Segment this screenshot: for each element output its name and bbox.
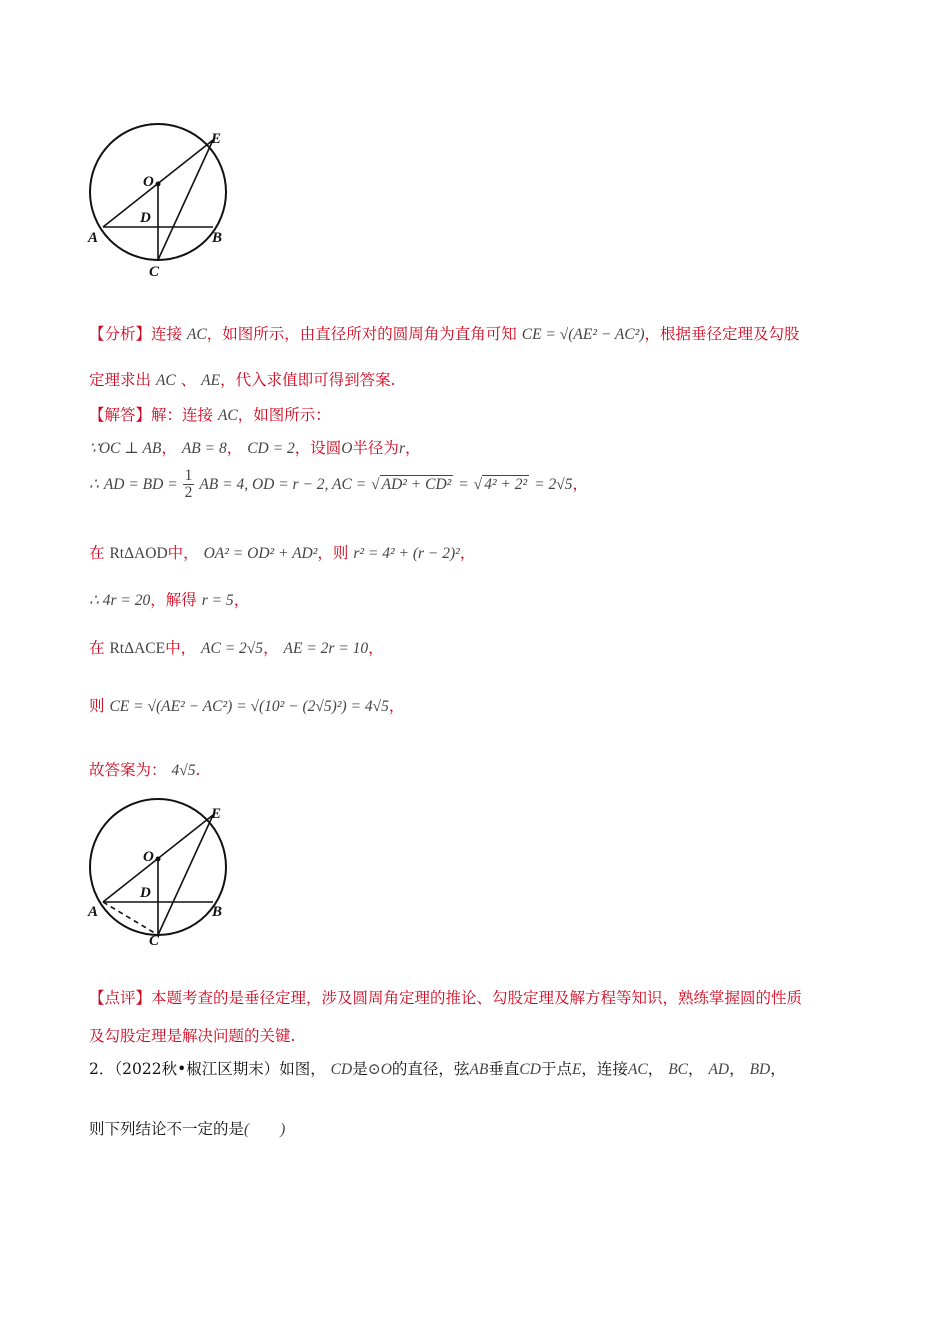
label-d: D (140, 885, 151, 901)
answer-parentheses: ( ) (244, 1121, 286, 1138)
analysis-tag: 【分析】 (89, 325, 152, 343)
question-source: （2022秋•椒江区期末） (114, 1060, 280, 1078)
label-o: O (143, 174, 154, 190)
center-dot (156, 857, 161, 862)
label-d: D (140, 210, 151, 226)
triangle-aod: RtΔAOD (109, 545, 168, 562)
label-c: C (149, 933, 160, 949)
label-e: E (211, 806, 222, 822)
analysis-line-2: 定理求出 AC 、 AE，代入求值即可得到答案. (89, 371, 396, 389)
comment-line-2: 及勾股定理是解决问题的关键. (89, 1027, 296, 1045)
solution-line-1: 【解答】解：连接 AC，如图所示： (89, 406, 331, 424)
geometry-figure-1 (80, 110, 250, 280)
solution-line-8: 故答案为： 4√5. (89, 761, 201, 779)
solution-line-2: ∵OC ⊥ AB， AB = 8， CD = 2，设圆O半径为r， (89, 439, 421, 457)
solution-line-5: ∴ 4r = 20，解得 r = 5， (89, 591, 250, 609)
solution-line-4: 在 RtΔAOD中， OA² = OD² + AD²，则 r² = 4² + (r − 2)²， (89, 544, 476, 562)
analysis-line-1: 【分析】连接 AC，如图所示，由直径所对的圆周角为直角可知 CE = √(AE² − AC²)，根据垂径定理及勾股 (89, 325, 800, 343)
geometry-figure-2 (80, 785, 250, 955)
fraction-one-half: $\frac{1}{2}$ (184, 467, 193, 502)
label-b: B (212, 904, 223, 920)
solution-line-7: 则 CE = √(AE² − AC²) = √(10² − (2√5)²) = 4√5， (89, 697, 405, 715)
comment-line-1: 【点评】本题考查的是垂径定理，涉及圆周角定理的推论、勾股定理及解方程等知识，熟练掌握圆的性质 (89, 989, 803, 1007)
solution-line-3: ∴ AD = BD = $\frac{1}{2}$ AB = 4, OD = r − 2, AC = √ AD² + CD² = √ 4² + 2² = 2√5， (89, 467, 588, 502)
math-ce-formula: CE = √(AE² − AC²) (521, 326, 645, 343)
label-e: E (211, 131, 222, 147)
label-a: A (88, 230, 99, 246)
solution-tag: 【解答】 (89, 406, 152, 424)
label-b: B (212, 230, 223, 246)
math-ac: AC (186, 326, 207, 343)
label-a: A (88, 904, 99, 920)
question2-line-1: 2．（2022秋•椒江区期末）如图， CD是⊙O的直径，弦AB垂直CD于点E，连接AC， BC， AD， BD， (89, 1060, 786, 1078)
question2-line-2: 则下列结论不一定的是( ) (89, 1120, 286, 1138)
triangle-ace: RtΔACE (109, 640, 166, 657)
comment-tag: 【点评】 (89, 989, 152, 1007)
label-c: C (149, 264, 160, 280)
math-ae: AE (201, 372, 221, 389)
center-dot (156, 182, 161, 187)
label-o: O (143, 849, 154, 865)
question-number: 2． (89, 1060, 115, 1078)
solution-line-6: 在 RtΔACE中， AC = 2√5， AE = 2r = 10， (89, 639, 384, 657)
